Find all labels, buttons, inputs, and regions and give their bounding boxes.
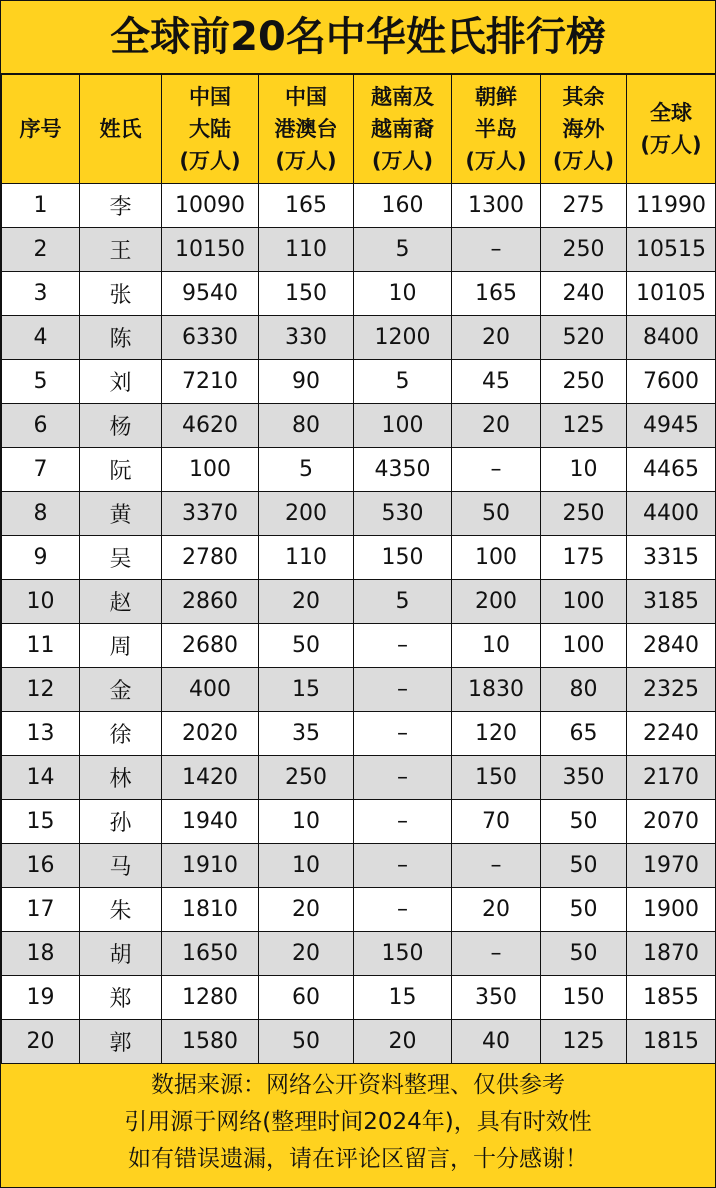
other-overseas-cell: 50 (541, 844, 627, 888)
surname-cell: 朱 (80, 888, 162, 932)
header-cell-vietnam: 越南及 越南裔 (万人) (354, 75, 452, 184)
other-overseas-cell: 250 (541, 492, 627, 536)
row-index-cell: 8 (2, 492, 80, 536)
global-cell: 3315 (627, 536, 716, 580)
table-row (2, 492, 716, 536)
surname-cell: 王 (80, 228, 162, 272)
row-index-cell: 11 (2, 624, 80, 668)
vietnam-cell: 100 (354, 404, 452, 448)
table-row (2, 404, 716, 448)
korea-cell: – (452, 228, 541, 272)
korea-cell: – (452, 932, 541, 976)
global-cell: 3185 (627, 580, 716, 624)
vietnam-cell: 15 (354, 976, 452, 1020)
other-overseas-cell: 125 (541, 404, 627, 448)
surname-cell: 林 (80, 756, 162, 800)
surname-cell: 吴 (80, 536, 162, 580)
hk-macau-taiwan-cell: 20 (259, 932, 354, 976)
hk-macau-taiwan-cell: 110 (259, 536, 354, 580)
footer-line-citation: 引用源于网络(整理时间2024年)，具有时效性 (124, 1109, 592, 1135)
mainland-cell: 1810 (162, 888, 259, 932)
row-index-cell: 14 (2, 756, 80, 800)
row-index-cell: 10 (2, 580, 80, 624)
row-index-cell: 17 (2, 888, 80, 932)
surname-table (1, 74, 716, 1064)
row-index-cell: 6 (2, 404, 80, 448)
korea-cell: – (452, 844, 541, 888)
global-cell: 2840 (627, 624, 716, 668)
header-cell-korea: 朝鲜 半岛 (万人) (452, 75, 541, 184)
vietnam-cell: – (354, 800, 452, 844)
surname-cell: 孙 (80, 800, 162, 844)
row-index-cell: 13 (2, 712, 80, 756)
mainland-cell: 9540 (162, 272, 259, 316)
row-index-cell: 1 (2, 184, 80, 228)
table-row (2, 888, 716, 932)
row-index-cell: 2 (2, 228, 80, 272)
hk-macau-taiwan-cell: 80 (259, 404, 354, 448)
other-overseas-cell: 175 (541, 536, 627, 580)
table-row (2, 976, 716, 1020)
vietnam-cell: – (354, 712, 452, 756)
other-overseas-cell: 250 (541, 360, 627, 404)
header-cell-surname: 姓氏 (80, 75, 162, 184)
footer-note (1, 1063, 715, 1178)
vietnam-cell: 5 (354, 360, 452, 404)
other-overseas-cell: 520 (541, 316, 627, 360)
korea-cell: 45 (452, 360, 541, 404)
mainland-cell: 1940 (162, 800, 259, 844)
global-cell: 1855 (627, 976, 716, 1020)
global-cell: 2240 (627, 712, 716, 756)
mainland-cell: 1580 (162, 1020, 259, 1064)
korea-cell: 20 (452, 404, 541, 448)
mainland-cell: 1650 (162, 932, 259, 976)
other-overseas-cell: 100 (541, 624, 627, 668)
hk-macau-taiwan-cell: 50 (259, 1020, 354, 1064)
other-overseas-cell: 240 (541, 272, 627, 316)
other-overseas-cell: 50 (541, 800, 627, 844)
mainland-cell: 10150 (162, 228, 259, 272)
korea-cell: 50 (452, 492, 541, 536)
mainland-cell: 7210 (162, 360, 259, 404)
global-cell: 2325 (627, 668, 716, 712)
vietnam-cell: 5 (354, 580, 452, 624)
korea-cell: 20 (452, 316, 541, 360)
other-overseas-cell: 80 (541, 668, 627, 712)
mainland-cell: 1420 (162, 756, 259, 800)
other-overseas-cell: 50 (541, 888, 627, 932)
table-body (2, 184, 716, 1064)
hk-macau-taiwan-cell: 10 (259, 800, 354, 844)
other-overseas-cell: 10 (541, 448, 627, 492)
row-index-cell: 20 (2, 1020, 80, 1064)
mainland-cell: 2020 (162, 712, 259, 756)
surname-cell: 周 (80, 624, 162, 668)
table-row (2, 448, 716, 492)
vietnam-cell: – (354, 844, 452, 888)
row-index-cell: 7 (2, 448, 80, 492)
surname-cell: 金 (80, 668, 162, 712)
surname-cell: 胡 (80, 932, 162, 976)
surname-cell: 郑 (80, 976, 162, 1020)
vietnam-cell: 10 (354, 272, 452, 316)
table-row (2, 228, 716, 272)
other-overseas-cell: 250 (541, 228, 627, 272)
other-overseas-cell: 50 (541, 932, 627, 976)
mainland-cell: 10090 (162, 184, 259, 228)
hk-macau-taiwan-cell: 250 (259, 756, 354, 800)
vietnam-cell: – (354, 624, 452, 668)
surname-cell: 黄 (80, 492, 162, 536)
korea-cell: – (452, 448, 541, 492)
table-row (2, 712, 716, 756)
surname-cell: 阮 (80, 448, 162, 492)
global-cell: 8400 (627, 316, 716, 360)
row-index-cell: 12 (2, 668, 80, 712)
surname-cell: 郭 (80, 1020, 162, 1064)
hk-macau-taiwan-cell: 60 (259, 976, 354, 1020)
surname-cell: 刘 (80, 360, 162, 404)
row-index-cell: 4 (2, 316, 80, 360)
row-index-cell: 19 (2, 976, 80, 1020)
table-row (2, 800, 716, 844)
global-cell: 2170 (627, 756, 716, 800)
surname-cell: 李 (80, 184, 162, 228)
hk-macau-taiwan-cell: 35 (259, 712, 354, 756)
vietnam-cell: 150 (354, 932, 452, 976)
mainland-cell: 6330 (162, 316, 259, 360)
global-cell: 4465 (627, 448, 716, 492)
other-overseas-cell: 350 (541, 756, 627, 800)
table-row (2, 316, 716, 360)
global-cell: 1970 (627, 844, 716, 888)
hk-macau-taiwan-cell: 20 (259, 888, 354, 932)
mainland-cell: 2680 (162, 624, 259, 668)
other-overseas-cell: 125 (541, 1020, 627, 1064)
page-title: 全球前20名中华姓氏排行榜 (1, 1, 715, 74)
row-index-cell: 18 (2, 932, 80, 976)
global-cell: 1815 (627, 1020, 716, 1064)
korea-cell: 40 (452, 1020, 541, 1064)
mainland-cell: 1910 (162, 844, 259, 888)
hk-macau-taiwan-cell: 10 (259, 844, 354, 888)
mainland-cell: 3370 (162, 492, 259, 536)
vietnam-cell: 150 (354, 536, 452, 580)
korea-cell: 20 (452, 888, 541, 932)
global-cell: 10105 (627, 272, 716, 316)
vietnam-cell: 4350 (354, 448, 452, 492)
global-cell: 7600 (627, 360, 716, 404)
surname-cell: 陈 (80, 316, 162, 360)
table-row (2, 624, 716, 668)
row-index-cell: 15 (2, 800, 80, 844)
global-cell: 4945 (627, 404, 716, 448)
footer-line-source: 数据来源：网络公开资料整理、仅供参考 (151, 1072, 565, 1098)
mainland-cell: 2780 (162, 536, 259, 580)
table-row (2, 1020, 716, 1064)
korea-cell: 100 (452, 536, 541, 580)
korea-cell: 10 (452, 624, 541, 668)
vietnam-cell: 530 (354, 492, 452, 536)
korea-cell: 70 (452, 800, 541, 844)
surname-cell: 杨 (80, 404, 162, 448)
hk-macau-taiwan-cell: 20 (259, 580, 354, 624)
vietnam-cell: – (354, 888, 452, 932)
table-row (2, 668, 716, 712)
surname-cell: 徐 (80, 712, 162, 756)
vietnam-cell: – (354, 756, 452, 800)
header-cell-global: 全球 (万人) (627, 75, 716, 184)
global-cell: 4400 (627, 492, 716, 536)
vietnam-cell: 1200 (354, 316, 452, 360)
mainland-cell: 2860 (162, 580, 259, 624)
vietnam-cell: 160 (354, 184, 452, 228)
footer-line-feedback: 如有错误遗漏，请在评论区留言，十分感谢！ (128, 1146, 588, 1172)
global-cell: 2070 (627, 800, 716, 844)
other-overseas-cell: 100 (541, 580, 627, 624)
global-cell: 10515 (627, 228, 716, 272)
global-cell: 1870 (627, 932, 716, 976)
surname-cell: 张 (80, 272, 162, 316)
vietnam-cell: 20 (354, 1020, 452, 1064)
other-overseas-cell: 150 (541, 976, 627, 1020)
table-row (2, 536, 716, 580)
hk-macau-taiwan-cell: 15 (259, 668, 354, 712)
mainland-cell: 4620 (162, 404, 259, 448)
table-row (2, 756, 716, 800)
mainland-cell: 1280 (162, 976, 259, 1020)
korea-cell: 1830 (452, 668, 541, 712)
global-cell: 1900 (627, 888, 716, 932)
other-overseas-cell: 275 (541, 184, 627, 228)
mainland-cell: 100 (162, 448, 259, 492)
other-overseas-cell: 65 (541, 712, 627, 756)
hk-macau-taiwan-cell: 150 (259, 272, 354, 316)
row-index-cell: 3 (2, 272, 80, 316)
korea-cell: 350 (452, 976, 541, 1020)
korea-cell: 1300 (452, 184, 541, 228)
header-cell-index: 序号 (2, 75, 80, 184)
korea-cell: 150 (452, 756, 541, 800)
korea-cell: 165 (452, 272, 541, 316)
table-row (2, 932, 716, 976)
hk-macau-taiwan-cell: 200 (259, 492, 354, 536)
table-row (2, 580, 716, 624)
hk-macau-taiwan-cell: 165 (259, 184, 354, 228)
korea-cell: 120 (452, 712, 541, 756)
table-header-row (2, 75, 716, 184)
row-index-cell: 16 (2, 844, 80, 888)
hk-macau-taiwan-cell: 5 (259, 448, 354, 492)
surname-cell: 马 (80, 844, 162, 888)
hk-macau-taiwan-cell: 110 (259, 228, 354, 272)
global-cell: 11990 (627, 184, 716, 228)
hk-macau-taiwan-cell: 90 (259, 360, 354, 404)
header-cell-hk-macau-taiwan: 中国 港澳台 (万人) (259, 75, 354, 184)
row-index-cell: 9 (2, 536, 80, 580)
hk-macau-taiwan-cell: 330 (259, 316, 354, 360)
table-row (2, 272, 716, 316)
row-index-cell: 5 (2, 360, 80, 404)
hk-macau-taiwan-cell: 50 (259, 624, 354, 668)
table-row (2, 184, 716, 228)
surname-cell: 赵 (80, 580, 162, 624)
header-cell-mainland: 中国 大陆 (万人) (162, 75, 259, 184)
korea-cell: 200 (452, 580, 541, 624)
table-row (2, 360, 716, 404)
mainland-cell: 400 (162, 668, 259, 712)
table-row (2, 844, 716, 888)
header-cell-other-overseas: 其余 海外 (万人) (541, 75, 627, 184)
vietnam-cell: 5 (354, 228, 452, 272)
vietnam-cell: – (354, 668, 452, 712)
